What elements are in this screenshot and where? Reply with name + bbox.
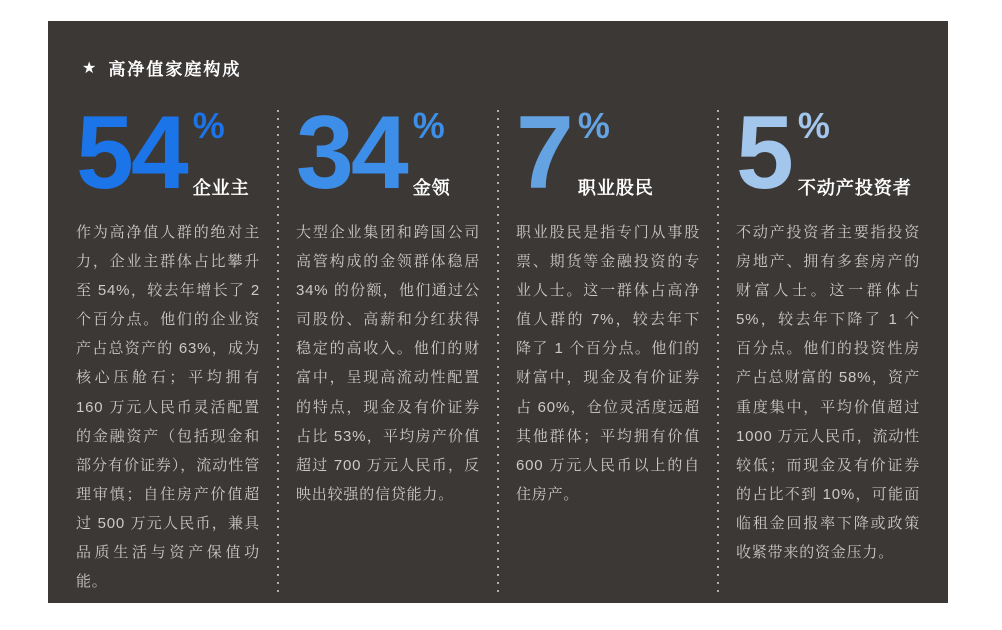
segment-description: 职业股民是指专门从事股票、期货等金融投资的专业人士。这一群体占高净值人群的 7%，较去年下降了 1 个百分点。他们的财富中，现金及有价证券占 60%，仓位灵活度远超其他群体；平均拥有价值 600 万元人民币以上的自住房产。 bbox=[516, 224, 700, 503]
stat-block bbox=[296, 95, 480, 211]
stat-label: 不动产投资者 bbox=[797, 178, 912, 198]
stat-value: 5 bbox=[736, 95, 791, 211]
segments-row bbox=[72, 95, 924, 606]
stat-block bbox=[736, 95, 920, 211]
stat-value: 34 bbox=[296, 95, 406, 211]
star-icon: ★ bbox=[82, 59, 97, 77]
hnw-composition-card bbox=[48, 21, 948, 603]
stat-value: 54 bbox=[76, 95, 186, 211]
segment-description: 大型企业集团和跨国公司高管构成的金领群体稳居 34% 的份额，他们通过公司股份、高薪和分红获得稳定的高收入。他们的财富中，呈现高流动性配置的特点，现金及有价证券占比 53%，平均房产价值超过 700 万元人民币，反映出较强的信贷能力。 bbox=[296, 224, 480, 503]
stat-unit: % bbox=[797, 105, 830, 146]
segment-real-estate-investors bbox=[719, 95, 924, 606]
stat-block bbox=[516, 95, 700, 211]
stat-label: 金领 bbox=[412, 178, 451, 198]
stat-label: 职业股民 bbox=[577, 178, 654, 198]
stat-unit: % bbox=[192, 105, 225, 146]
stat-value: 7 bbox=[516, 95, 571, 211]
segment-description: 作为高净值人群的绝对主力，企业主群体占比攀升至 54%，较去年增长了 2 个百分点。他们的企业资产占总资产的 63%，成为核心压舱石；平均拥有 160 万元人民币灵活配置的金融资产（包括现金和部分有价证券），流动性管理审慎；自住房产价值超过 500 万元人民币，兼具品质生活与资产保值功能。 bbox=[76, 224, 260, 591]
segment-professional-investors bbox=[499, 95, 717, 606]
stat-unit: % bbox=[412, 105, 445, 146]
segment-business-owners bbox=[72, 95, 277, 606]
stat-block bbox=[76, 95, 260, 211]
card-header bbox=[82, 55, 924, 80]
stat-label: 企业主 bbox=[192, 178, 250, 198]
stat-unit: % bbox=[577, 105, 610, 146]
card-title: 高净值家庭构成 bbox=[108, 60, 242, 79]
segment-description: 不动产投资者主要指投资房地产、拥有多套房产的财富人士。这一群体占 5%，较去年下降了 1 个百分点。他们的投资性房产占总财富的 58%，资产重度集中，平均价值超过 1000 万元人民币，流动性较低；而现金及有价证券的占比不到 10%，可能面临租金回报率下降或政策收紧带来的资金压力。 bbox=[736, 224, 920, 562]
segment-gold-collar bbox=[279, 95, 497, 606]
